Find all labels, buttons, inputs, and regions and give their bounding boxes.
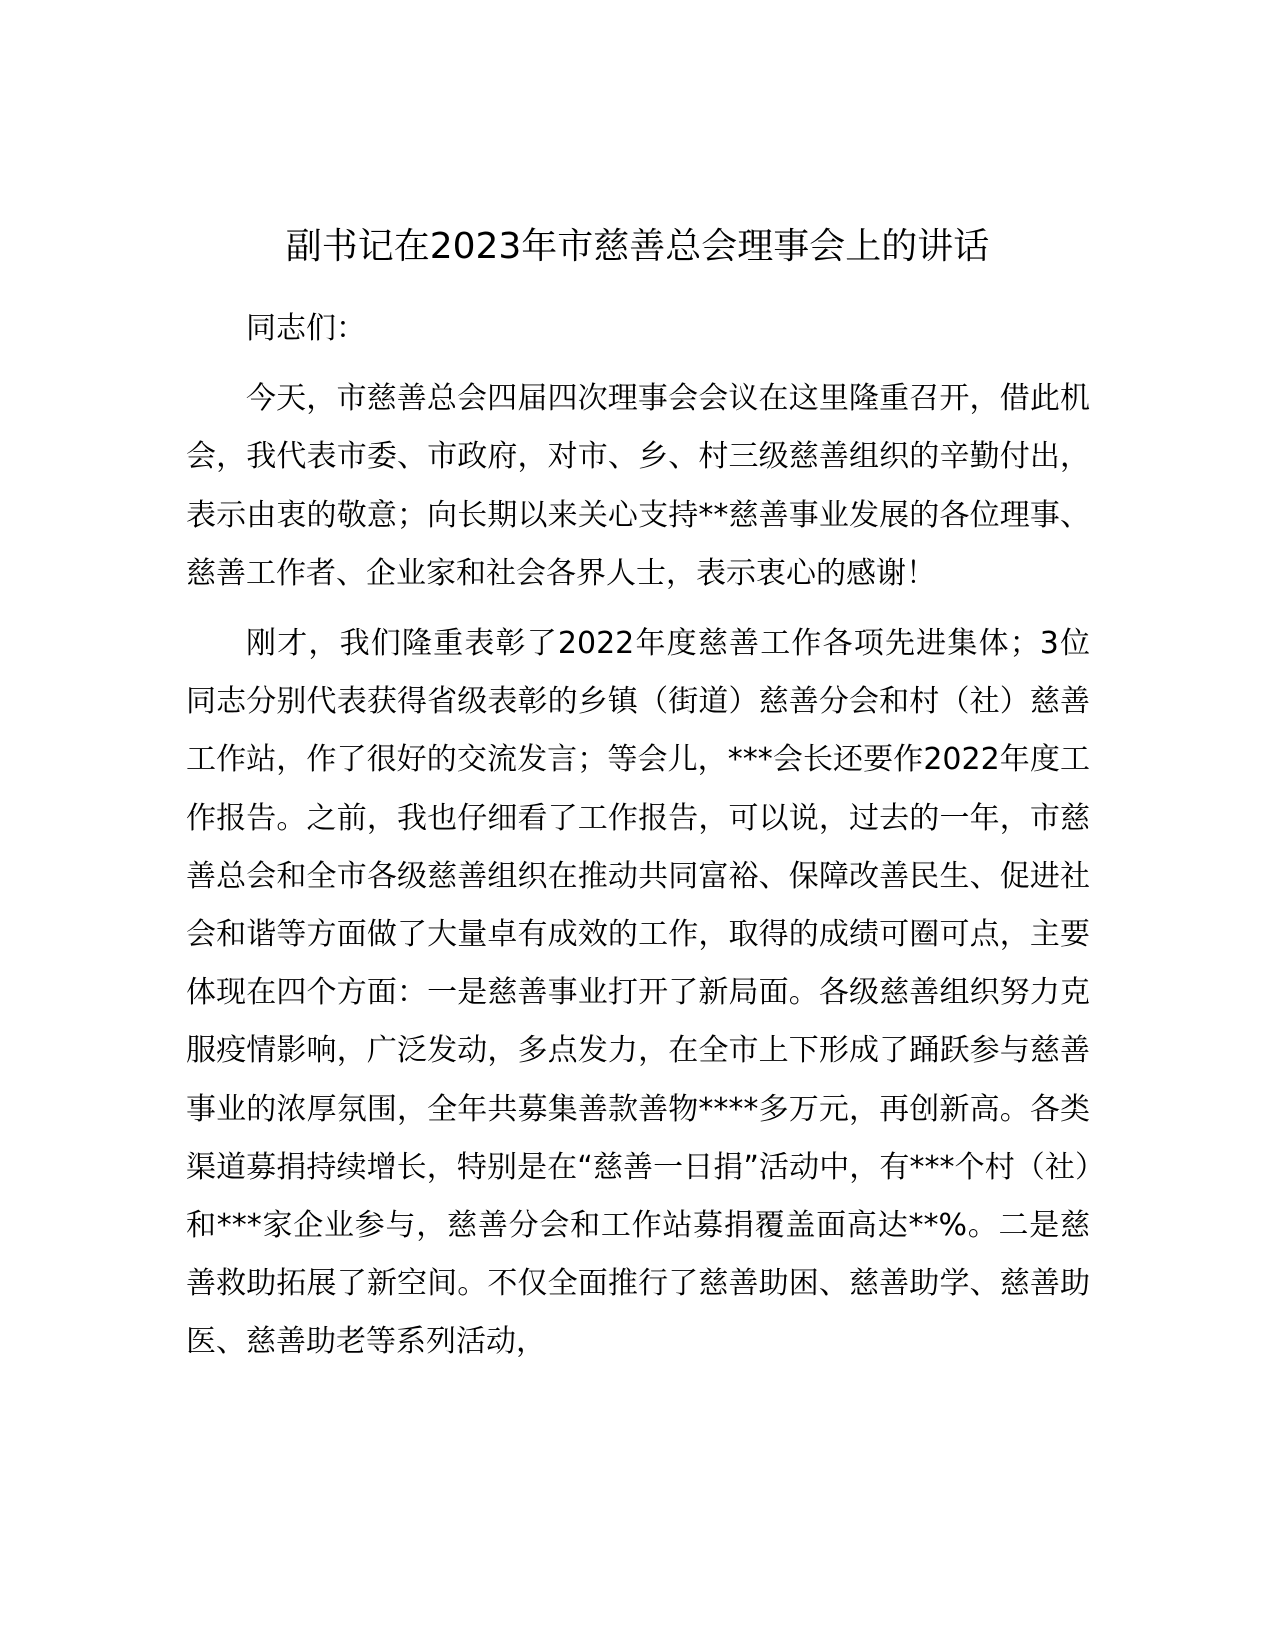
paragraph-achievements: 刚才，我们隆重表彰了2022年度慈善工作各项先进集体；3位同志分别代表获得省级表彰的乡镇（街道）慈善分会和村（社）慈善工作站，作了很好的交流发言；等会儿，***会长还要作2022年度工作报告。之前，我也仔细看了工作报告，可以说，过去的一年，市慈善总会和全市各级慈善组织在推动共同富裕、保障改善民生、促进社会和谐等方面做了大量卓有成效的工作，取得的成绩可圈可点，主要体现在四个方面：一是慈善事业打开了新局面。各级慈善组织努力克服疫情影响，广泛发动，多点发力，在全市上下形成了踊跃参与慈善事业的浓厚氛围，全年共募集善款善物****多万元，再创新高。各类渠道募捐持续增长，特别是在“慈善一日捐”活动中，有***个村（社）和***家企业参与，慈善分会和工作站募捐覆盖面高达**%。二是慈善救助拓展了新空间。不仅全面推行了慈善助困、慈善助学、慈善助医、慈善助老等系列活动， bbox=[186, 626, 1090, 1360]
document-body bbox=[186, 300, 1090, 1372]
paragraph-opening: 今天，市慈善总会四届四次理事会会议在这里隆重召开，借此机会，我代表市委、市政府，对市、乡、村三级慈善组织的辛勤付出，表示由衷的敬意；向长期以来关心支持**慈善事业发展的各位理事、慈善工作者、企业家和社会各界人士，表示衷心的感谢！ bbox=[186, 381, 1090, 591]
page-title: 副书记在2023年市慈善总会理事会上的讲话 bbox=[285, 226, 990, 267]
salutation: 同志们： bbox=[246, 311, 366, 346]
